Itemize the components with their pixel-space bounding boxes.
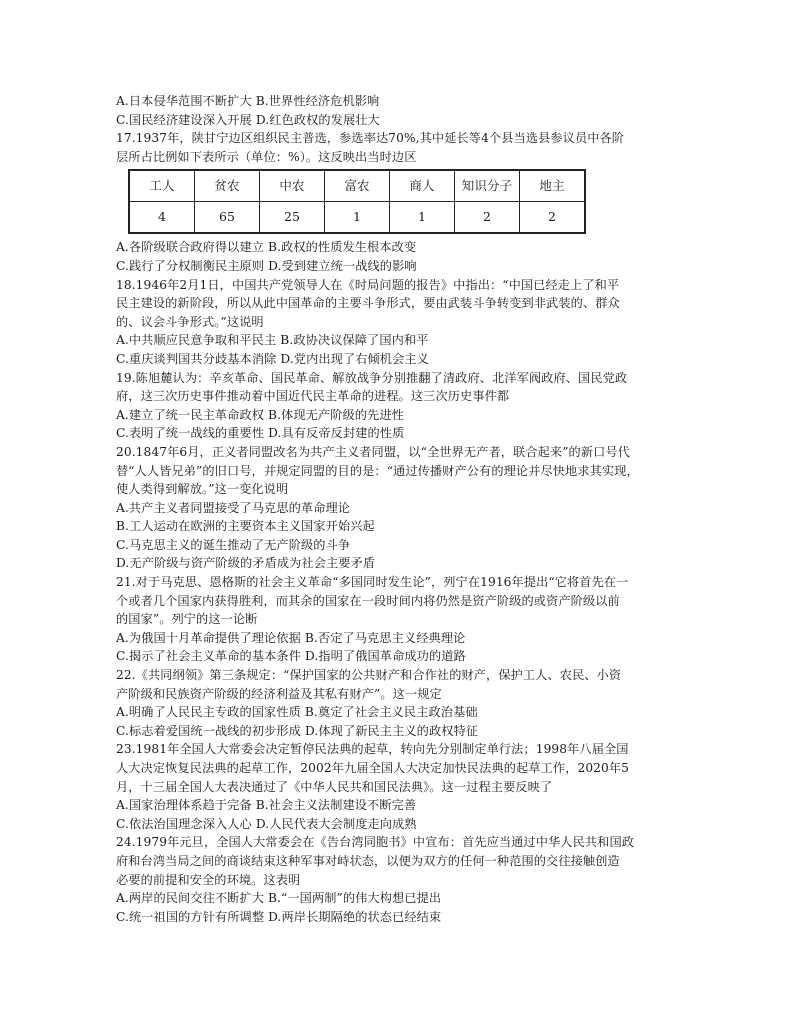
table-header-cell: 工人 [129, 170, 195, 202]
text-line: C.践行了分权制衡民主原则 D.受到建立统一战线的影响 [116, 258, 417, 273]
text-line: A.各阶级联合政府得以建立 B.政权的性质发生根本改变 [116, 240, 417, 255]
text-line: 民主建设的新阶段，所以从此中国革命的主要斗争形式，要由武装斗争转变到非武装的、群众 [116, 296, 620, 311]
text-line: A.中共顺应民意争取和平民主 B.政协决议保障了国内和平 [116, 333, 429, 348]
text-line: A.国家治理体系趋于完备 B.社会主义法制建设不断完善 [116, 798, 417, 813]
table-cell: 25 [260, 202, 325, 234]
question-block-top [116, 92, 676, 166]
text-line: 月，十三届全国人大表决通过了《中华人民共和国民法典》。这一过程主要反映了 [116, 779, 553, 794]
text-line: B.工人运动在欧洲的主要资本主义国家开始兴起 [116, 519, 375, 534]
text-line: 21.对于马克思、恩格斯的社会主义革命“多国同时发生论”，列宁在1916年提出“它将首先在一 [116, 575, 629, 590]
text-line: C.标志着爱国统一战线的初步形成 D.体现了新民主主义的政权特征 [116, 723, 479, 738]
table-header-cell: 中农 [260, 170, 325, 202]
table-header-cell: 商人 [390, 170, 455, 202]
table-cell: 65 [195, 202, 260, 234]
table-header-cell: 地主 [520, 170, 586, 202]
text-line: 替“人人皆兄弟”的旧口号，并规定同盟的目的是：“通过传播财产公有的理论并尽快地求其实现， [116, 463, 639, 478]
table-row [129, 202, 585, 234]
text-line: 22.《共同纲领》第三条规定：“保护国家的公共财产和合作社的财产，保护工人、农民、小资 [116, 668, 622, 683]
text-line: 的、议会斗争形式。”这说明 [116, 314, 264, 329]
text-line: 必要的前提和安全的环境。这表明 [116, 872, 301, 887]
text-line: 23.1981年全国人大常委会决定暂停民法典的起草，转向先分别制定单行法；1998年八届全国 [116, 742, 629, 757]
text-line: C.国民经济建设深入开展 D.红色政权的发展壮大 [116, 112, 380, 127]
text-line: 19.陈旭麓认为：辛亥革命、国民革命、解放战争分别推翻了清政府、北洋军阀政府、国民党政 [116, 370, 628, 385]
table-cell: 2 [520, 202, 586, 234]
text-line: C.表明了统一战线的重要性 D.具有反帝反封建的性质 [116, 426, 405, 441]
text-line: 20.1847年6月，正义者同盟改名为共产主义者同盟，以“全世界无产者，联合起来”的新口号代 [116, 444, 630, 459]
exam-page [116, 92, 676, 926]
question-17-stem: 17.1937年，陕甘宁边区组织民主普选，参选率达70%,其中延长等4个县当选县参议员中各阶 [116, 131, 625, 146]
text-line: 18.1946年2月1日，中国共产党领导人在《时局问题的报告》中指出：“中国已经走上了和平 [116, 277, 620, 292]
text-line: 府和台湾当局之间的商谈结束这种军事对峙状态，以便为双方的任何一种范围的交往接触创造 [116, 853, 620, 868]
text-line: 的国家”。列宁的这一论断 [116, 612, 258, 627]
text-line: 府，这三次历史事件推动着中国近代民主革命的进程。这三次历史事件都 [116, 389, 510, 404]
table-cell: 1 [325, 202, 390, 234]
text-line: 24.1979年元旦，全国人大常委会在《告台湾同胞书》中宣布：首先应当通过中华人民共和国政 [116, 835, 635, 850]
table-header-cell: 富农 [325, 170, 390, 202]
text-line: D.无产阶级与资产阶级的矛盾成为社会主要矛盾 [116, 556, 376, 571]
text-line: 产阶级和民族资产阶级的经济利益及其私有财产”。这一规定 [116, 686, 442, 701]
text-line: C.马克思主义的诞生推动了无产阶级的斗争 [116, 537, 351, 552]
text-line: C.统一祖国的方针有所调整 D.两岸长期隔绝的状态已经结束 [116, 909, 442, 924]
table-cell: 2 [455, 202, 520, 234]
table-cell: 1 [390, 202, 455, 234]
text-line: A.明确了人民民主专政的国家性质 B.奠定了社会主义民主政治基础 [116, 705, 478, 720]
table-header-cell: 知识分子 [455, 170, 520, 202]
table-cell: 4 [129, 202, 195, 234]
text-line: C.重庆谈判国共分歧基本消除 D.党内出现了右倾机会主义 [116, 351, 429, 366]
class-ratio-table [128, 169, 586, 234]
text-line: A.日本侵华范围不断扩大 B.世界性经济危机影响 [116, 94, 380, 108]
text-line: 个或者几个国家内获得胜利，而其余的国家在一段时间内将仍然是资产阶级的或资产阶级以前 [116, 593, 620, 608]
question-block-bottom [116, 238, 676, 926]
text-line: A.两岸的民间交往不断扩大 B.“一国两制”的伟大构想已提出 [116, 891, 442, 906]
table-header-cell: 贫农 [195, 170, 260, 202]
text-line: A.建立了统一民主革命政权 B.体现无产阶级的先进性 [116, 407, 404, 422]
text-line: C.依法治国理念深入人心 D.人民代表大会制度走向成熟 [116, 816, 417, 831]
text-line: C.揭示了社会主义革命的基本条件 D.指明了俄国革命成功的道路 [116, 649, 466, 664]
text-line: 使人类得到解放。”这一变化说明 [116, 482, 289, 497]
question-17-stem: 层所占比例如下表所示（单位：%）。这反映出当时边区 [116, 149, 417, 164]
text-line: A.共产主义者同盟接受了马克思的革命理论 [116, 500, 351, 515]
table-header-row [129, 170, 585, 202]
text-line: 人大决定恢复民法典的起草工作，2002年九届全国人大决定加快民法典的起草工作，2020年5 [116, 761, 630, 775]
text-line: A.为俄国十月革命提供了理论依据 B.否定了马克思主义经典理论 [116, 630, 466, 645]
